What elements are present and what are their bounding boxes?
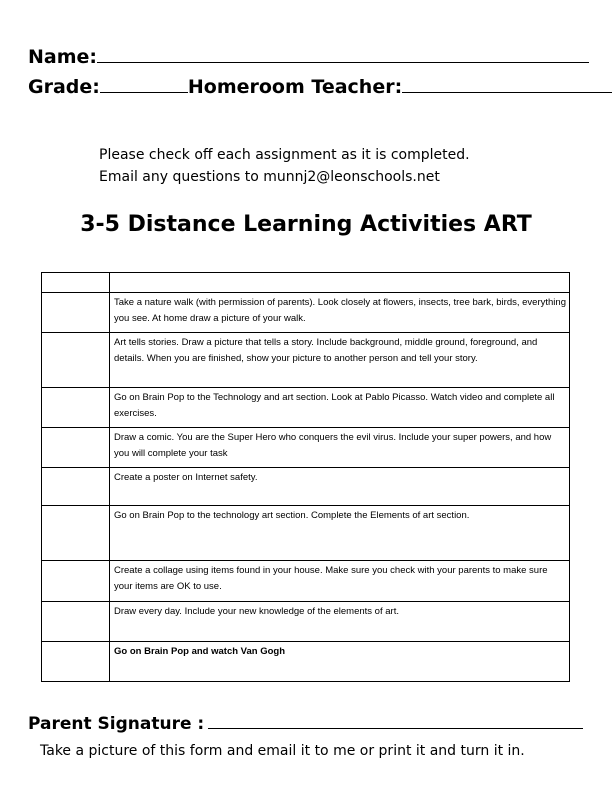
name-label: Name: bbox=[28, 46, 98, 68]
activity-row bbox=[42, 428, 570, 468]
footer-note: Take a picture of this form and email it to me or print it and turn it in. bbox=[40, 743, 525, 759]
activity-row bbox=[42, 561, 570, 602]
page-title: 3-5 Distance Learning Activities ART bbox=[80, 212, 532, 237]
activity-row bbox=[42, 468, 570, 506]
name-blank[interactable] bbox=[97, 44, 589, 63]
activity-description bbox=[110, 273, 570, 293]
grade-label: Grade: bbox=[28, 76, 100, 98]
activity-row bbox=[42, 506, 570, 561]
activity-row bbox=[42, 333, 570, 388]
instruction-line-2: Email any questions to munnj2@leonschools.net bbox=[99, 169, 440, 185]
instructions bbox=[99, 144, 470, 188]
activity-row bbox=[42, 642, 570, 682]
instruction-line-1: Please check off each assignment as it is completed. bbox=[99, 147, 470, 163]
parent-signature-label: Parent Signature : bbox=[28, 714, 205, 734]
completion-check-cell[interactable] bbox=[42, 333, 110, 388]
activity-description: Take a nature walk (with permission of parents). Look closely at flowers, insects, tree bark, birds, everything you see. At home draw a picture of your walk. bbox=[110, 293, 570, 333]
parent-signature-field[interactable] bbox=[28, 712, 583, 735]
activity-description: Draw a comic. You are the Super Hero who conquers the evil virus. Include your super powers, and how you will complete your task bbox=[110, 428, 570, 468]
activity-row bbox=[42, 293, 570, 333]
completion-check-cell[interactable] bbox=[42, 273, 110, 293]
name-field[interactable] bbox=[28, 44, 589, 68]
activity-description: Create a poster on Internet safety. bbox=[110, 468, 570, 506]
activity-description: Art tells stories. Draw a picture that tells a story. Include background, middle ground, foreground, and details. When you are finished, show your picture to another person and tell your story. bbox=[110, 333, 570, 388]
activity-row bbox=[42, 602, 570, 642]
activity-description: Create a collage using items found in your house. Make sure you check with your parents to make sure your items are OK to use. bbox=[110, 561, 570, 602]
completion-check-cell[interactable] bbox=[42, 506, 110, 561]
completion-check-cell[interactable] bbox=[42, 602, 110, 642]
activity-description: Go on Brain Pop and watch Van Gogh bbox=[110, 642, 570, 682]
activities-table bbox=[41, 272, 570, 682]
completion-check-cell[interactable] bbox=[42, 642, 110, 682]
completion-check-cell[interactable] bbox=[42, 468, 110, 506]
homeroom-teacher-blank[interactable] bbox=[402, 74, 612, 93]
completion-check-cell[interactable] bbox=[42, 293, 110, 333]
grade-blank[interactable] bbox=[100, 74, 188, 93]
parent-signature-blank[interactable] bbox=[208, 712, 583, 729]
activity-description: Go on Brain Pop to the Technology and art section. Look at Pablo Picasso. Watch video and complete all exercises. bbox=[110, 388, 570, 428]
completion-check-cell[interactable] bbox=[42, 561, 110, 602]
grade-homeroom-row bbox=[28, 74, 612, 98]
activity-description: Draw every day. Include your new knowledge of the elements of art. bbox=[110, 602, 570, 642]
activity-row bbox=[42, 273, 570, 293]
completion-check-cell[interactable] bbox=[42, 388, 110, 428]
activity-row bbox=[42, 388, 570, 428]
completion-check-cell[interactable] bbox=[42, 428, 110, 468]
homeroom-teacher-label: Homeroom Teacher: bbox=[187, 76, 403, 98]
activity-description: Go on Brain Pop to the technology art section. Complete the Elements of art section. bbox=[110, 506, 570, 561]
